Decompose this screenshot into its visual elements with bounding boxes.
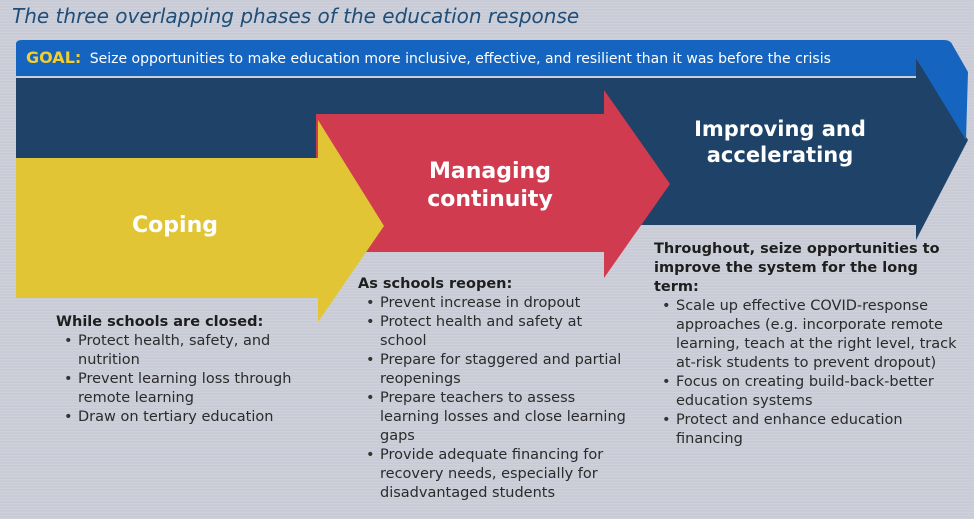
list-item: • Protect health and safety at school bbox=[380, 313, 633, 351]
goal-label: GOAL: bbox=[26, 48, 82, 67]
list-item: • Prevent increase in dropout bbox=[380, 294, 633, 313]
managing-details bbox=[358, 275, 633, 503]
coping-details bbox=[56, 313, 316, 427]
list-item: • Prepare teachers to assess learning losses and close learning gaps bbox=[380, 389, 633, 446]
list-item: • Prevent learning loss through remote learning bbox=[78, 370, 316, 408]
improving-heading: Throughout, seize opportunities to improve the system for the long term: bbox=[654, 241, 940, 295]
improving-title: Improving and accelerating bbox=[694, 117, 866, 168]
improving-list bbox=[654, 297, 964, 449]
diagram-title: The three overlapping phases of the education response bbox=[12, 4, 580, 28]
coping-list bbox=[56, 332, 316, 427]
goal-text: Seize opportunities to make education more inclusive, effective, and resilient than it was before the crisis bbox=[89, 51, 831, 67]
list-item: • Scale up effective COVID-response approaches (e.g. incorporate remote learning, teach at the right level, track at-risk students to prevent dropout) bbox=[676, 297, 964, 373]
list-item: • Draw on tertiary education bbox=[78, 408, 316, 427]
managing-title: Managing continuity bbox=[427, 159, 553, 212]
managing-heading: As schools reopen: bbox=[358, 276, 513, 292]
list-item: • Provide adequate financing for recovery needs, especially for disadvantaged students bbox=[380, 446, 633, 503]
list-item: • Prepare for staggered and partial reopenings bbox=[380, 351, 633, 389]
coping-title: Coping bbox=[132, 213, 218, 238]
list-item: • Protect health, safety, and nutrition bbox=[78, 332, 316, 370]
coping-heading: While schools are closed: bbox=[56, 314, 264, 330]
list-item: • Focus on creating build-back-better education systems bbox=[676, 373, 964, 411]
improving-details bbox=[654, 240, 964, 449]
list-item: • Protect and enhance education financing bbox=[676, 411, 964, 449]
goal-statement bbox=[26, 48, 831, 67]
managing-list bbox=[358, 294, 633, 503]
